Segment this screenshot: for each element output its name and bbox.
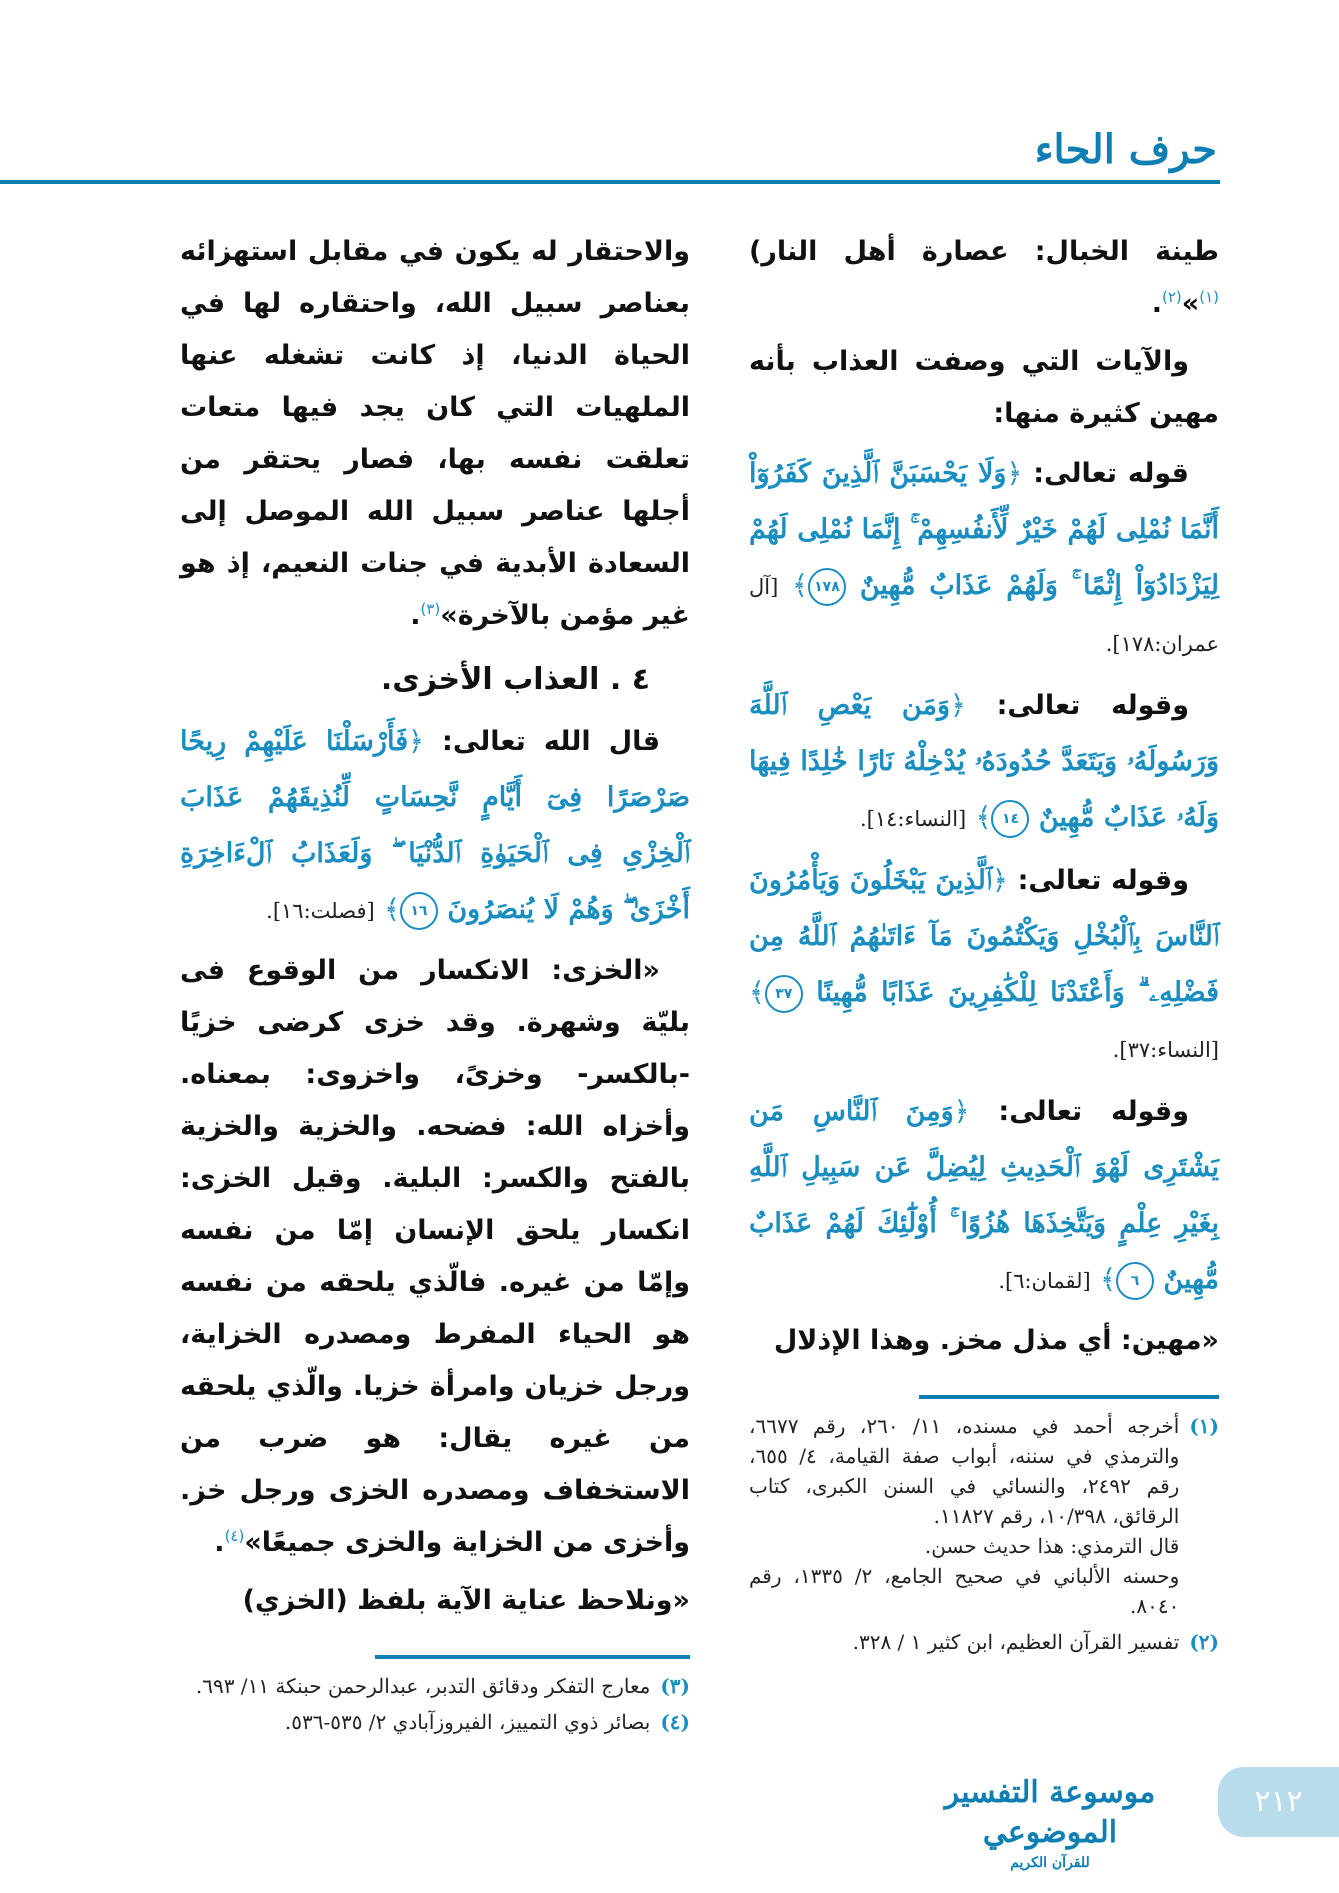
footnote-ref[interactable]: (٤): [224, 1527, 245, 1545]
footnote-line: أخرجه أحمد في مسنده، ١١/ ٢٦٠، رقم ٦٦٧٧، والترمذي في سننه، أبواب صفة القيامة، ٤/ ٦٥٥، رقم ٢٤٩٢، والنسائي في السنن الكبرى، كتاب الرقائق، ١٠/٣٩٨، رقم ١١٨٢٧.: [749, 1414, 1180, 1528]
paragraph: [180, 226, 690, 642]
footnote-rule-left: [375, 1655, 690, 1659]
footnote: [749, 1627, 1219, 1657]
ornament-close-icon: ﴾: [749, 977, 765, 1008]
verse-reference: [آل عمران:١٧٨].: [749, 575, 1219, 656]
footnotes-right: [749, 1411, 1219, 1663]
verse-block: [749, 446, 1219, 672]
paragraph: «ونلاحظ عناية الآية بلفظ (الخزي): [242, 1585, 690, 1616]
verse-block: [749, 853, 1219, 1078]
paragraph-text: والاحتقار له يكون في مقابل استهزائه بعناصر سبيل الله، واحتقاره لها في الحياة الدنيا، إذ كانت تشغله عنها الملهيات التي كان يجد فيها متعات تعلقت نفسه بها، فصار يحتقر من أجلها عناصر سبيل الله الموصل إلى السعادة الأبدية في جنات النعيم، إذ هو غير مؤمن بالآخرة»: [180, 236, 690, 631]
ayah-number-icon: ٣٧: [765, 975, 803, 1013]
verse-intro: وقوله تعالى:: [1017, 865, 1190, 896]
footnote-ref[interactable]: (٢): [1161, 288, 1182, 306]
verse-intro: وقوله تعالى:: [998, 1096, 1189, 1127]
verse-reference: [النساء:٣٧].: [1112, 1038, 1219, 1062]
ornament-open-icon: ﴿: [950, 690, 966, 721]
period: .: [214, 1527, 225, 1558]
ornament-open-icon: ﴿: [408, 726, 424, 757]
ornament-open-icon: ﴿: [953, 1096, 970, 1127]
text-columns: [0, 186, 1339, 1743]
footnote-line: معارج التفكر ودقائق التدبر، عبدالرحمن حبنكة ١١/ ٦٩٣.: [195, 1674, 651, 1698]
left-column: [180, 226, 690, 1743]
verse-block: [749, 678, 1219, 847]
ayah-number-icon: ٦: [1116, 1262, 1154, 1300]
paragraph: والآيات التي وصفت العذاب بأنه مهين كثيرة منها:: [749, 346, 1219, 429]
footnote: [180, 1707, 690, 1737]
ornament-close-icon: ﴾: [384, 894, 400, 925]
footnote-rule-right: [919, 1395, 1219, 1399]
quote-close: »: [1181, 288, 1200, 319]
quran-verse: ٱلَّذِينَ يَبْخَلُونَ وَيَأْمُرُونَ ٱلنَّاسَ بِٱلْبُخْلِ وَيَكْتُمُونَ مَآ ءَاتَىٰهُمُ ٱللَّهُ مِن فَضْلِهِۦ ۗ وَأَعْتَدْنَا لِلْكَٰفِرِينَ عَذَابًا مُّهِينًا: [749, 865, 1219, 1008]
footnote: [749, 1411, 1219, 1621]
ornament-close-icon: ﴾: [975, 802, 992, 833]
logo-title: موسوعة التفسير الموضوعي: [944, 1775, 1156, 1850]
ornament-open-icon: ﴿: [1006, 458, 1023, 489]
ayah-number-icon: ١٦: [400, 892, 438, 930]
footnote: [180, 1671, 690, 1701]
chapter-title: حرف الحاء: [1034, 126, 1217, 173]
right-column: [749, 226, 1219, 1663]
section-heading: ٤ . العذاب الأخزى.: [380, 662, 650, 697]
ornament-open-icon: ﴿: [991, 865, 1008, 896]
paragraph-text: «الخزى: الانكسار من الوقوع فى بليّة وشهرة. وقد خزى كرضى خزيًا -بالكسر- وخزىً، واخزوى: بمعناه. وأخزاه الله: فضحه. والخزية والخزية بالفتح والكسر: البلية. وقيل الخزى: انكسار يلحق الإنسان إمّا من نفسه وإمّا من غيره. فالّذي يلحقه من نفسه هو الحياء المفرط ومصدره الخزاية، ورجل خزيان وامرأة خزيا. والّذي يلحقه من غيره يقال: هو ضرب من الاستخفاف ومصدره الخزى ورجل خز. وأخزى من الخزاية والخزى جميعًا»: [180, 955, 690, 1558]
ayah-number-icon: ١٤: [991, 800, 1029, 838]
ayah-number-icon: ١٧٨: [808, 568, 846, 606]
quran-verse: وَمِنَ ٱلنَّاسِ مَن يَشْتَرِى لَهْوَ ٱلْحَدِيثِ لِيُضِلَّ عَن سَبِيلِ ٱللَّهِ بِغَيْرِ عِلْمٍ وَيَتَّخِذَهَا هُزُوًا ۚ أُوْلَٰٓئِكَ لَهُمْ عَذَابٌ مُّهِينٌ: [749, 1096, 1219, 1295]
encyclopedia-logo: [900, 1773, 1200, 1873]
verse-reference: [النساء:١٤].: [859, 807, 967, 831]
paragraph-text: طينة الخبال: عصارة أهل النار): [749, 236, 1219, 267]
footnote-line: بصائر ذوي التمييز، الفيروزآبادي ٢/ ٥٣٥-٥٣٦.: [284, 1710, 651, 1734]
verse-reference: [فصلت:١٦].: [266, 899, 375, 923]
verse-reference: [لقمان:٦].: [998, 1269, 1091, 1293]
footnote-line: وحسنه الألباني في صحيح الجامع، ٢/ ١٣٣٥، رقم ٨٠٤٠.: [749, 1564, 1180, 1618]
page-header: [0, 0, 1339, 186]
logo-subtitle: للقرآن الكريم: [1010, 1855, 1090, 1871]
paragraph: [749, 226, 1219, 330]
verse-intro: قوله تعالى:: [1033, 458, 1189, 489]
ornament-close-icon: ﴾: [792, 570, 808, 601]
verse-block: [180, 714, 690, 939]
footnote-number: (٢): [1189, 1630, 1219, 1654]
quran-verse: فَأَرْسَلْنَا عَلَيْهِمْ رِيحًا صَرْصَرًا فِىٓ أَيَّامٍ نَّحِسَاتٍ لِّنُذِيقَهُمْ عَذَابَ ٱلْخِزْىِ فِى ٱلْحَيَوٰةِ ٱلدُّنْيَا ۖ وَلَعَذَابُ ٱلْءَاخِرَةِ أَخْزَىٰ ۖ وَهُمْ لَا يُنصَرُونَ: [180, 726, 690, 925]
footnote-number: (١): [1189, 1414, 1219, 1438]
verse-intro: وقوله تعالى:: [996, 690, 1189, 721]
quran-verse: وَمَن يَعْصِ ٱللَّهَ وَرَسُولَهُۥ وَيَتَعَدَّ حُدُودَهُۥ يُدْخِلْهُ نَارًا خَٰلِدًا فِيهَا وَلَهُۥ عَذَابٌ مُّهِينٌ: [749, 690, 1219, 833]
period: .: [410, 600, 421, 631]
footnote-line: تفسير القرآن العظيم، ابن كثير ١ / ٣٢٨.: [852, 1630, 1180, 1654]
footnote-ref[interactable]: (٣): [420, 600, 441, 618]
quran-verse: وَلَا يَحْسَبَنَّ ٱلَّذِينَ كَفَرُوٓاْ أَنَّمَا نُمْلِى لَهُمْ خَيْرٌ لِّأَنفُسِهِمْ ۚ إِنَّمَا نُمْلِى لَهُمْ لِيَزْدَادُوٓاْ إِثْمًا ۚ وَلَهُمْ عَذَابٌ مُّهِينٌ: [749, 458, 1220, 601]
footnotes-left: [180, 1671, 690, 1743]
period: .: [1151, 288, 1162, 319]
paragraph: [180, 945, 690, 1569]
page-number: ٢١٢: [1218, 1767, 1339, 1837]
page-footer: [0, 1773, 1339, 1893]
footnote-number: (٤): [660, 1710, 690, 1734]
verse-intro: قال الله تعالى:: [442, 726, 661, 757]
verse-block: [749, 1084, 1219, 1309]
footnote-line: قال الترمذي: هذا حديث حسن.: [924, 1534, 1180, 1558]
footnote-number: (٣): [660, 1674, 690, 1698]
paragraph: «مهين: أي مذل مخز. وهذا الإذلال: [773, 1325, 1219, 1356]
ornament-close-icon: ﴾: [1100, 1264, 1116, 1295]
header-rule: [0, 180, 1220, 184]
footnote-ref[interactable]: (١): [1199, 288, 1219, 306]
